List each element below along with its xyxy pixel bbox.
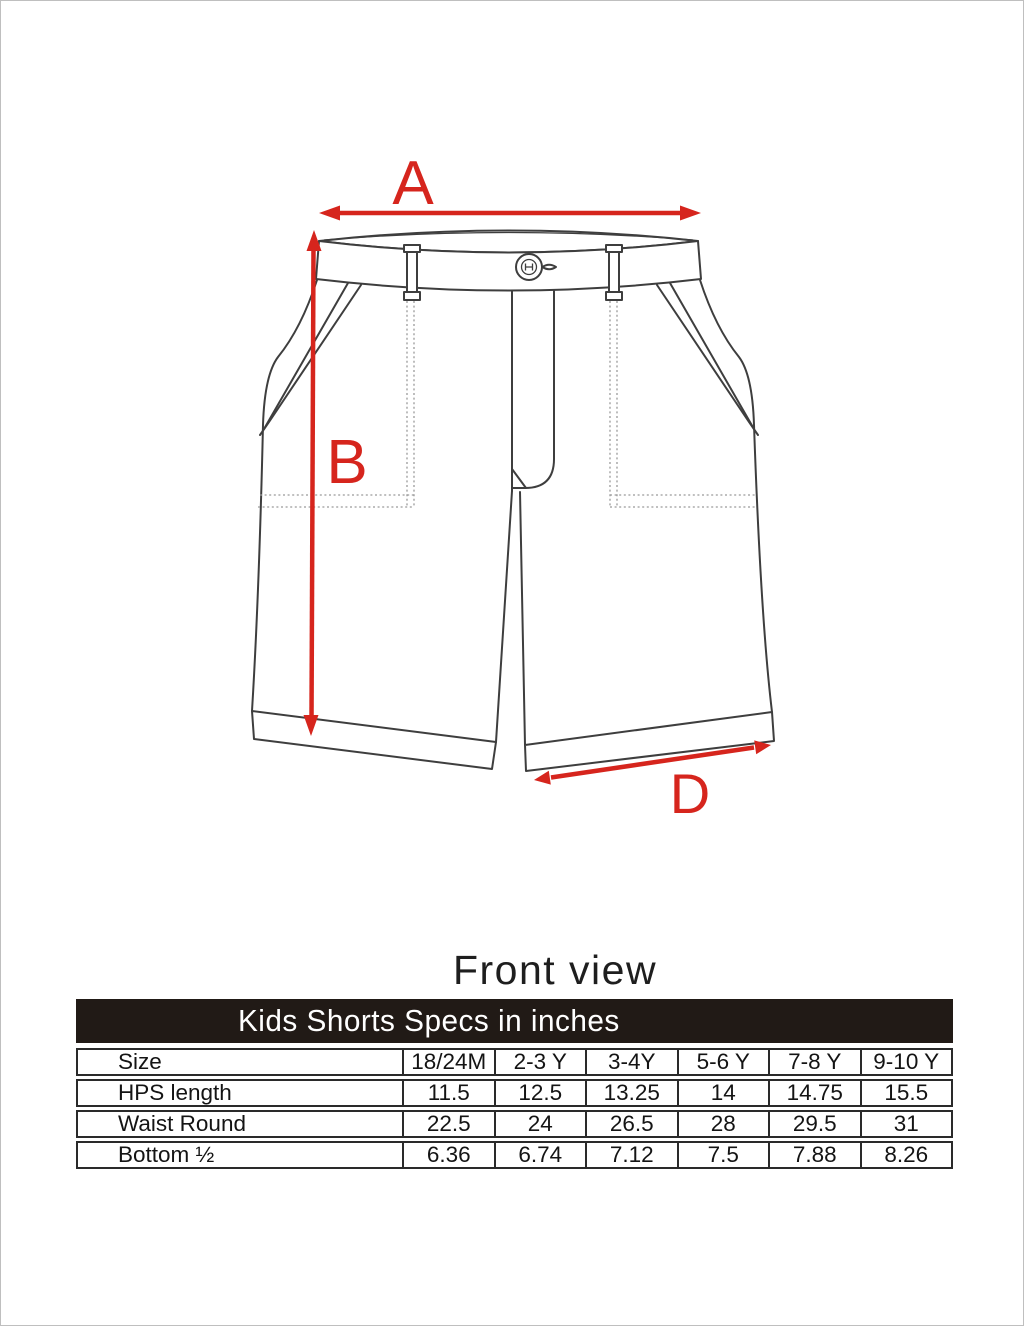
spec-value: 12.5 <box>494 1081 586 1105</box>
spec-value: 11.5 <box>402 1081 494 1105</box>
size-col-header: 18/24M <box>402 1050 494 1074</box>
size-col-header: 7-8 Y <box>768 1050 860 1074</box>
spec-value: 26.5 <box>585 1112 677 1136</box>
spec-row-hps-length <box>76 1079 953 1107</box>
row-header-size: Size <box>118 1050 162 1074</box>
row-header-hps-length: HPS length <box>118 1081 232 1105</box>
measure-label-a: A <box>392 149 434 218</box>
spec-value: 28 <box>677 1112 769 1136</box>
side-seam-right <box>700 280 772 712</box>
size-col-header: 9-10 Y <box>860 1050 952 1074</box>
spec-value: 24 <box>494 1112 586 1136</box>
row-header-bottom-half: Bottom ½ <box>118 1143 215 1167</box>
spec-value: 7.12 <box>585 1143 677 1167</box>
front-view-caption: Front view <box>452 947 658 993</box>
size-col-header: 3-4Y <box>585 1050 677 1074</box>
fly-stitch <box>512 291 554 491</box>
spec-value: 13.25 <box>585 1081 677 1105</box>
inseam-left <box>496 491 512 742</box>
spec-value: 6.74 <box>494 1143 586 1167</box>
spec-row-bottom-half <box>76 1141 953 1169</box>
spec-table-title: Kids Shorts Specs in inches <box>238 1003 620 1038</box>
pocket-bag-stitch-right <box>610 301 756 507</box>
spec-row-waist-round <box>76 1110 953 1138</box>
waistband <box>316 241 701 291</box>
spec-value: 29.5 <box>768 1112 860 1136</box>
spec-value: 31 <box>860 1112 952 1136</box>
spec-value: 7.88 <box>768 1143 860 1167</box>
shorts-technical-drawing <box>1 1 1024 901</box>
spec-value: 22.5 <box>402 1112 494 1136</box>
spec-table-rows <box>76 1048 953 1169</box>
row-header-waist-round: Waist Round <box>118 1112 246 1136</box>
hem-left <box>252 711 496 769</box>
spec-value: 14 <box>677 1081 769 1105</box>
spec-value: 7.5 <box>677 1143 769 1167</box>
arrow-a <box>319 206 701 221</box>
measure-label-b: B <box>326 428 368 497</box>
belt-loop-right <box>606 245 622 300</box>
size-col-header: 5-6 Y <box>677 1050 769 1074</box>
spec-value: 8.26 <box>860 1143 952 1167</box>
belt-loop-left <box>404 245 420 300</box>
arrow-b <box>304 230 322 736</box>
spec-table-title-bar <box>76 999 953 1043</box>
spec-table <box>76 999 953 1172</box>
measure-label-d: D <box>669 762 711 825</box>
spec-value: 15.5 <box>860 1081 952 1105</box>
spec-row-size <box>76 1048 953 1076</box>
inseam-right <box>520 492 525 745</box>
pocket-left <box>260 283 361 435</box>
spec-value: 6.36 <box>402 1143 494 1167</box>
spec-value: 14.75 <box>768 1081 860 1105</box>
size-col-header: 2-3 Y <box>494 1050 586 1074</box>
pocket-right <box>657 283 758 435</box>
